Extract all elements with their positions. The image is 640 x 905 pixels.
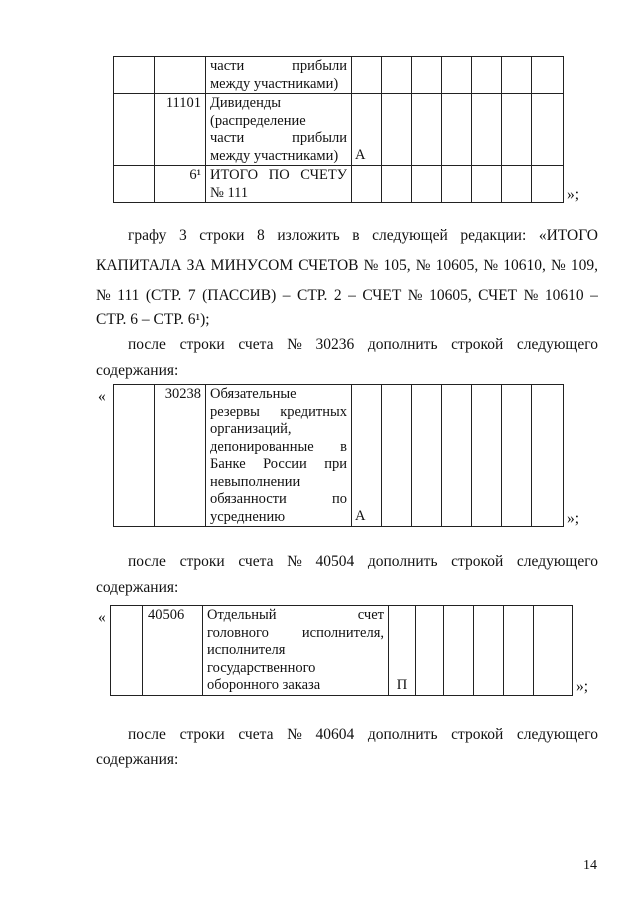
table-cell <box>532 166 564 203</box>
word: № <box>415 257 431 274</box>
word: 105, <box>383 257 411 274</box>
word: 3 <box>178 227 187 244</box>
paragraph-line: СТР. 6 – СТР. 6¹); <box>96 311 210 328</box>
paragraph-line <box>96 257 598 275</box>
table-cell <box>442 385 472 527</box>
word: СЧЕТ <box>478 287 518 304</box>
table-cell <box>472 166 502 203</box>
word: строкой <box>451 726 504 743</box>
paragraph-line <box>96 287 598 305</box>
paragraph-line: содержания: <box>96 362 179 379</box>
table-cell <box>502 385 532 527</box>
table-cell <box>532 57 564 94</box>
word: в <box>352 227 360 244</box>
word: – <box>590 287 598 304</box>
word: следующего <box>516 553 598 570</box>
table-cell <box>114 94 155 166</box>
account-code: 40506 <box>143 606 203 696</box>
word: 2 <box>333 287 342 304</box>
table-cell <box>382 94 412 166</box>
table-cell <box>382 57 412 94</box>
table-cell <box>532 94 564 166</box>
account-code: 30238 <box>155 385 206 527</box>
word: ЗА <box>186 257 206 274</box>
word: 40504 <box>315 553 355 570</box>
word: № <box>407 287 423 304</box>
table-cell <box>472 57 502 94</box>
account-code <box>155 57 206 94</box>
table-cell <box>412 166 442 203</box>
word: после <box>128 553 166 570</box>
paragraph-line <box>128 336 598 354</box>
paragraph-line: содержания: <box>96 751 179 768</box>
word: «ИТОГО <box>538 227 598 244</box>
word: следующего <box>516 726 598 743</box>
table-cell <box>114 166 155 203</box>
word: строкой <box>451 553 504 570</box>
word: следующей <box>372 227 448 244</box>
table-row <box>114 166 564 203</box>
word: строки <box>199 227 245 244</box>
account-name: ИТОГО ПО СЧЕТУ № 111 <box>206 166 352 203</box>
close-quote: »; <box>576 678 589 695</box>
word: – <box>348 287 356 304</box>
word: № <box>287 726 302 743</box>
table-cell <box>114 57 155 94</box>
paragraph-line <box>128 553 598 571</box>
word: (СТР. <box>145 287 182 304</box>
word: СЧЕТОВ <box>298 257 359 274</box>
table-cell <box>534 606 573 696</box>
table-cell <box>412 94 442 166</box>
account-40506-table <box>110 605 573 696</box>
word: № <box>483 257 499 274</box>
table-cell <box>412 57 442 94</box>
table-cell <box>502 166 532 203</box>
open-quote: « <box>98 388 106 405</box>
word: (ПАССИВ) <box>202 287 277 304</box>
table-cell <box>444 606 474 696</box>
word: графу <box>128 227 167 244</box>
account-name: Отдельный счет головного исполнителя, исполнителя государственного оборонного заказа <box>203 606 389 696</box>
table-cell <box>111 606 143 696</box>
word: КАПИТАЛА <box>96 257 182 274</box>
account-type <box>352 166 382 203</box>
word: счета <box>238 553 274 570</box>
table-cell <box>474 606 504 696</box>
table-cell <box>504 606 534 696</box>
word: изложить <box>277 227 340 244</box>
word: счета <box>238 336 274 353</box>
table-cell <box>442 166 472 203</box>
account-type: П <box>389 606 416 696</box>
table-cell <box>412 385 442 527</box>
word: дополнить <box>367 726 438 743</box>
word: № <box>287 336 302 353</box>
word: строкой <box>451 336 504 353</box>
table-row <box>114 94 564 166</box>
word: № <box>523 287 539 304</box>
word: 109, <box>570 257 598 274</box>
table-cell <box>416 606 444 696</box>
table-cell <box>472 385 502 527</box>
word: строки <box>179 553 225 570</box>
word: 30236 <box>315 336 355 353</box>
word: строки <box>179 336 225 353</box>
table-cell <box>532 385 564 527</box>
accounts-table-continuation <box>113 56 564 203</box>
close-quote: »; <box>567 186 580 203</box>
word: строки <box>179 726 225 743</box>
paragraph-line <box>128 227 598 245</box>
word: 7 <box>187 287 196 304</box>
word: № <box>96 287 111 304</box>
open-quote: « <box>98 609 106 626</box>
table-row <box>111 606 573 696</box>
paragraph-line: содержания: <box>96 579 179 596</box>
table-cell <box>502 94 532 166</box>
word: 10610 <box>544 287 584 304</box>
word: СТР. <box>297 287 328 304</box>
account-code: 11101 <box>155 94 206 166</box>
word: – <box>282 287 291 304</box>
account-30238-table <box>113 384 564 527</box>
account-code: 6¹ <box>155 166 206 203</box>
table-cell <box>472 94 502 166</box>
word: 10610, <box>503 257 546 274</box>
word: № <box>363 257 379 274</box>
account-name: Обязательные резервы кредитных организаций, депонированные в Банке России при невыполнении обязанности по усреднению <box>206 385 352 527</box>
table-cell <box>502 57 532 94</box>
close-quote: »; <box>567 510 580 527</box>
paragraph-line <box>128 726 598 744</box>
word: МИНУСОМ <box>210 257 294 274</box>
account-name: Дивиденды (распределение части прибыли между участниками) <box>206 94 352 166</box>
word: счета <box>238 726 274 743</box>
word: № <box>550 257 566 274</box>
account-type: А <box>352 385 382 527</box>
word: дополнить <box>367 553 438 570</box>
page-number: 14 <box>583 858 597 873</box>
word: после <box>128 336 166 353</box>
table-cell <box>114 385 155 527</box>
word: 40604 <box>315 726 355 743</box>
word: 10605, <box>429 287 472 304</box>
word: 111 <box>117 287 140 304</box>
word: СЧЕТ <box>362 287 402 304</box>
table-row <box>114 57 564 94</box>
word: 8 <box>257 227 265 244</box>
word: после <box>128 726 166 743</box>
table-row <box>114 385 564 527</box>
word: редакции: <box>460 227 527 244</box>
account-type <box>352 57 382 94</box>
table-cell <box>442 57 472 94</box>
account-type: А <box>352 94 382 166</box>
word: дополнить <box>367 336 438 353</box>
table-cell <box>382 385 412 527</box>
table-cell <box>442 94 472 166</box>
word: 10605, <box>435 257 479 274</box>
table-cell <box>382 166 412 203</box>
account-name: части прибыли между участниками) <box>206 57 352 94</box>
word: следующего <box>516 336 598 353</box>
word: № <box>287 553 302 570</box>
